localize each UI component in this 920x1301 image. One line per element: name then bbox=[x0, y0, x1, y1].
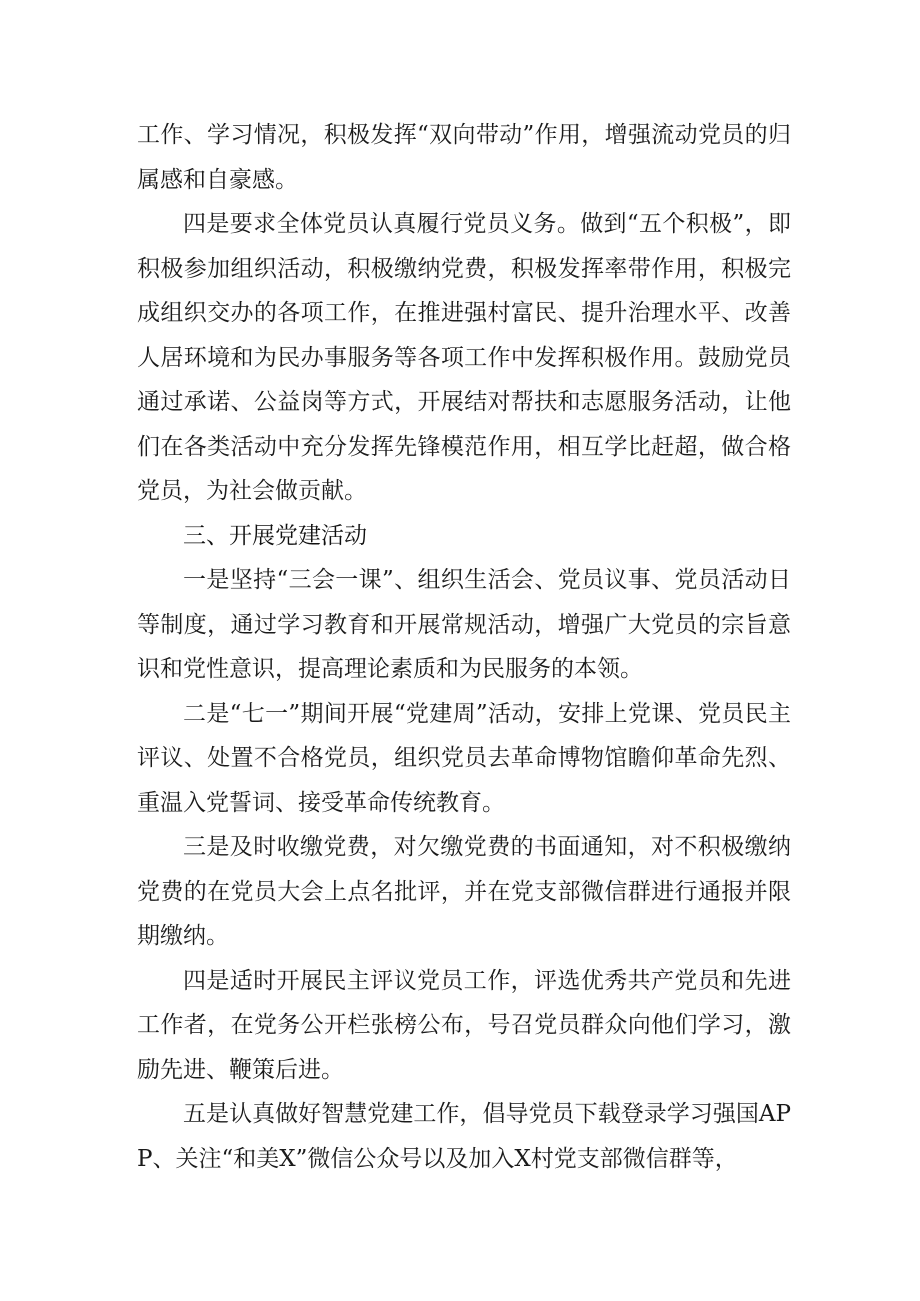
paragraph-item-3: 三是及时收缴党费，对欠缴党费的书面通知，对不积极缴纳党费的在党员大会上点名批评，并在党支部微信群进行通报并限期缴纳。 bbox=[137, 834, 791, 949]
paragraph-item-4: 四是适时开展民主评议党员工作，评选优秀共产党员和先进工作者，在党务公开栏张榜公布，号召党员群众向他们学习，激励先进、鞭策后进。 bbox=[137, 967, 791, 1083]
section-heading: 三、开展党建活动 bbox=[183, 522, 367, 549]
paragraph-item-2: 二是“七一”期间开展“党建周”活动，安排上党课、党员民主评议、处置不合格党员，组织党员去革命博物馆瞻仰革命先烈、重温入党誓词、接受革命传统教育。 bbox=[137, 700, 791, 816]
paragraph-continued: 工作、学习情况，积极发挥“双向带动”作用，增强流动党员的归属感和自豪感。 bbox=[137, 122, 791, 193]
paragraph-party-duties: 四是要求全体党员认真履行党员义务。做到“五个积极”，即积极参加组织活动，积极缴纳党费，积极发挥率带作用，积极完成组织交办的各项工作，在推进强村富民、提升治理水平、改善人居环境和为民办事服务等各项工作中发挥积极作用。鼓励党员通过承诺、公益岗等方式，开展结对帮扶和志愿服务活动，让他们在各类活动中充分发挥先锋模范作用，相互学比赶超，做合格党员，为社会做贡献。 bbox=[137, 211, 791, 504]
paragraph-item-5: 五是认真做好智慧党建工作，倡导党员下载登录学习强国APP、关注“和美X”微信公众号以及加入X村党支部微信群等， bbox=[137, 1101, 791, 1172]
document-body bbox=[137, 113, 791, 1181]
paragraph-item-1: 一是坚持“三会一课”、组织生活会、党员议事、党员活动日等制度，通过学习教育和开展常规活动，增强广大党员的宗旨意识和党性意识，提高理论素质和为民服务的本领。 bbox=[137, 567, 791, 682]
